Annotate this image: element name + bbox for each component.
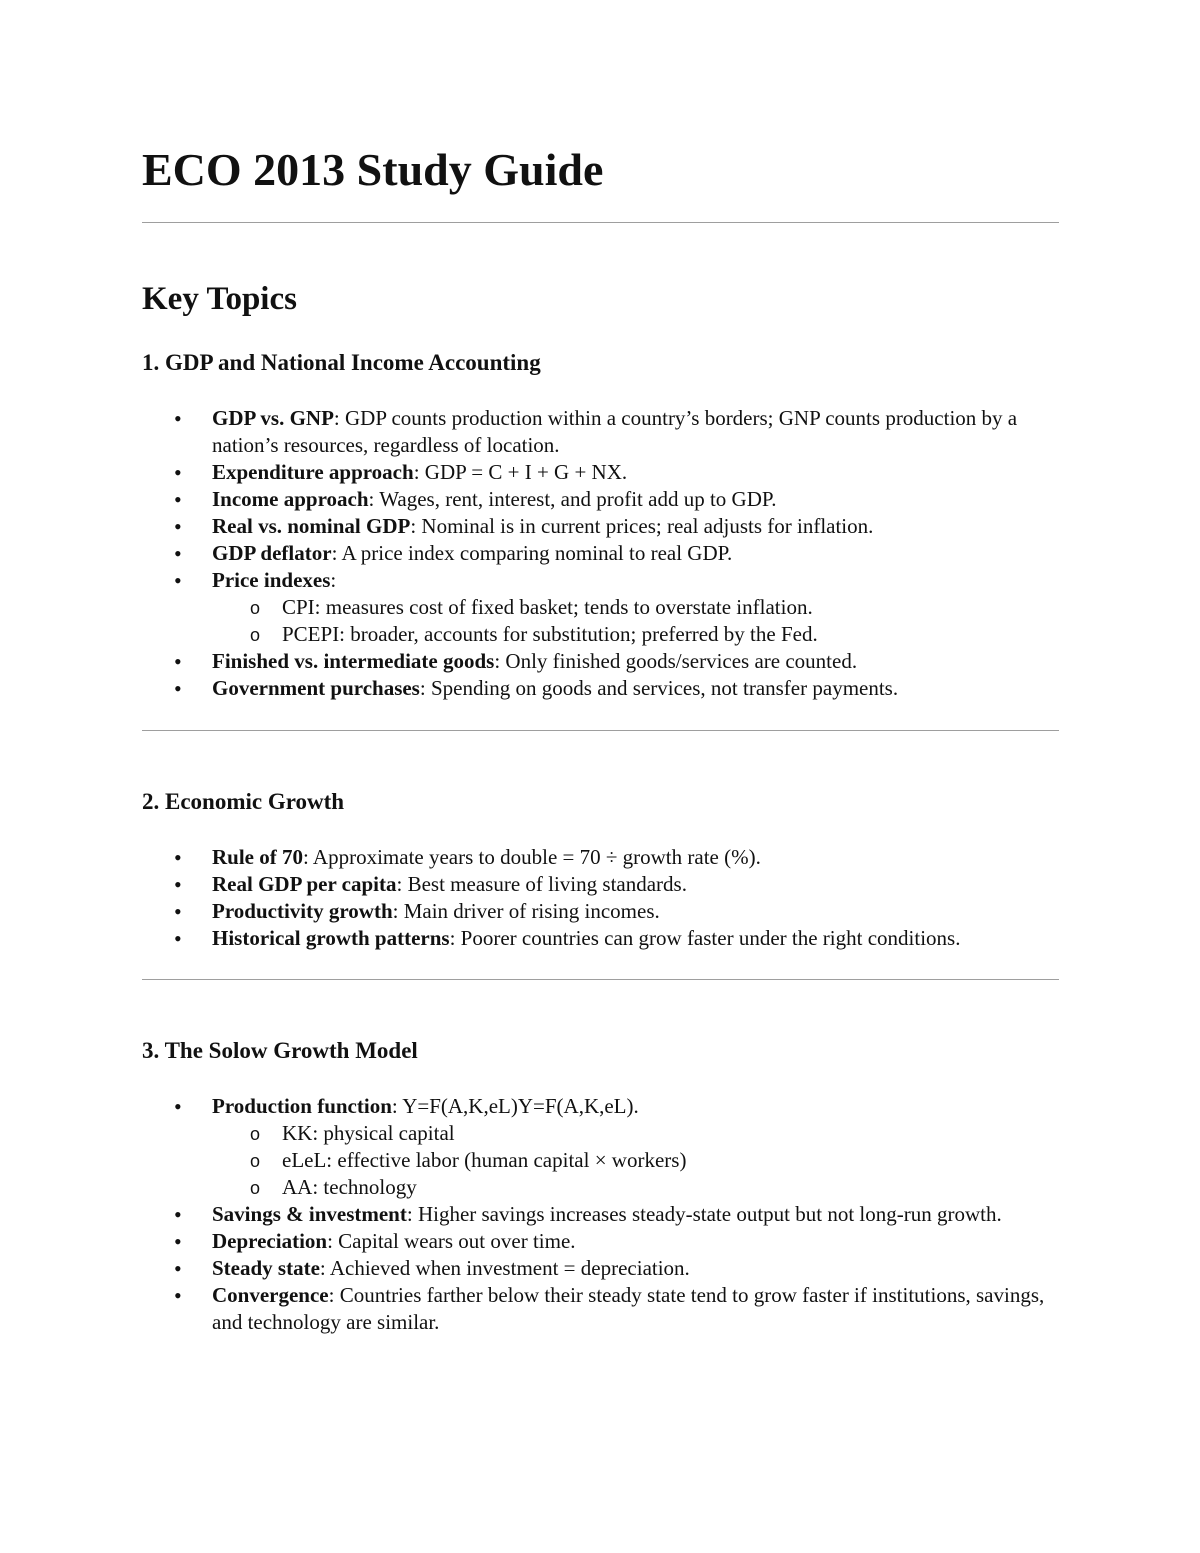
item-text: : Poorer countries can grow faster under the right conditions. xyxy=(449,926,961,950)
list-item xyxy=(142,405,1059,459)
list-item xyxy=(142,898,1059,925)
horizontal-rule xyxy=(142,730,1059,731)
item-term: Real GDP per capita xyxy=(212,872,397,896)
item-term: Expenditure approach xyxy=(212,460,414,484)
item-term: Convergence xyxy=(212,1283,329,1307)
item-text: : Countries farther below their steady state tend to grow faster if institutions, savings, and technology are similar. xyxy=(212,1283,1045,1334)
section-heading-growth: 2. Economic Growth xyxy=(142,789,345,814)
item-text: : Best measure of living standards. xyxy=(396,872,687,896)
list-item xyxy=(142,540,1059,567)
item-text: : GDP = C + I + G + NX. xyxy=(413,460,628,484)
sub-list xyxy=(212,594,1059,648)
item-term: Government purchases xyxy=(212,676,420,700)
section-heading-gdp: 1. GDP and National Income Accounting xyxy=(142,350,541,375)
list-item xyxy=(142,459,1059,486)
item-term: Income approach xyxy=(212,487,369,511)
item-text: : Capital wears out over time. xyxy=(327,1229,576,1253)
section-list-growth xyxy=(142,844,1059,952)
item-term: Productivity growth xyxy=(212,899,393,923)
item-text: : Achieved when investment = depreciation. xyxy=(319,1256,690,1280)
sub-list-item: o KK: physical capital xyxy=(212,1120,1059,1147)
list-item xyxy=(142,1255,1059,1282)
item-term: Savings & investment xyxy=(212,1202,407,1226)
horizontal-rule xyxy=(142,222,1059,223)
sub-list-item: o eLeL: effective labor (human capital × workers) xyxy=(212,1147,1059,1174)
list-item xyxy=(142,648,1059,675)
key-topics-heading: Key Topics xyxy=(142,281,297,317)
item-term: Production function xyxy=(212,1094,392,1118)
list-item xyxy=(142,567,1059,648)
item-term: Price indexes xyxy=(212,568,331,592)
item-term: GDP vs. GNP xyxy=(212,406,334,430)
section-list-solow xyxy=(142,1093,1059,1336)
sub-list xyxy=(212,1120,1059,1201)
item-text: : Spending on goods and services, not transfer payments. xyxy=(419,676,899,700)
item-text: : Approximate years to double = 70 ÷ growth rate (%). xyxy=(303,845,761,869)
sub-list-item: o PCEPI: broader, accounts for substitution; preferred by the Fed. xyxy=(212,621,1059,648)
item-text: : Only finished goods/services are counted. xyxy=(494,649,858,673)
item-text: : Wages, rent, interest, and profit add up to GDP. xyxy=(368,487,777,511)
list-item xyxy=(142,1093,1059,1201)
list-item xyxy=(142,1282,1059,1336)
item-text: : xyxy=(330,568,337,592)
list-item xyxy=(142,871,1059,898)
item-text: : Higher savings increases steady-state output but not long-run growth. xyxy=(406,1202,1002,1226)
item-text: : Y=F(A,K,eL)Y=F(A,K,eL). xyxy=(391,1094,639,1118)
list-item xyxy=(142,1228,1059,1255)
item-term: Finished vs. intermediate goods xyxy=(212,649,495,673)
item-term: Rule of 70 xyxy=(212,845,303,869)
item-term: Historical growth patterns xyxy=(212,926,450,950)
item-term: Real vs. nominal GDP xyxy=(212,514,411,538)
item-text: : Nominal is in current prices; real adjusts for inflation. xyxy=(410,514,874,538)
item-term: Depreciation xyxy=(212,1229,328,1253)
section-list-gdp xyxy=(142,405,1059,702)
list-item xyxy=(142,513,1059,540)
horizontal-rule xyxy=(142,979,1059,980)
list-item xyxy=(142,844,1059,871)
item-text: : A price index comparing nominal to real GDP. xyxy=(331,541,733,565)
section-heading-solow: 3. The Solow Growth Model xyxy=(142,1038,418,1063)
sub-list-item: o CPI: measures cost of fixed basket; tends to overstate inflation. xyxy=(212,594,1059,621)
sub-list-item: o AA: technology xyxy=(212,1174,1059,1201)
item-term: Steady state xyxy=(212,1256,320,1280)
document-title: ECO 2013 Study Guide xyxy=(142,144,604,195)
item-text: : GDP counts production within a country’s borders; GNP counts production by a nation’s resources, regardless of location. xyxy=(212,406,1018,457)
list-item xyxy=(142,1201,1059,1228)
list-item xyxy=(142,925,1059,952)
list-item xyxy=(142,486,1059,513)
list-item xyxy=(142,675,1059,702)
item-term: GDP deflator xyxy=(212,541,332,565)
item-text: : Main driver of rising incomes. xyxy=(392,899,660,923)
